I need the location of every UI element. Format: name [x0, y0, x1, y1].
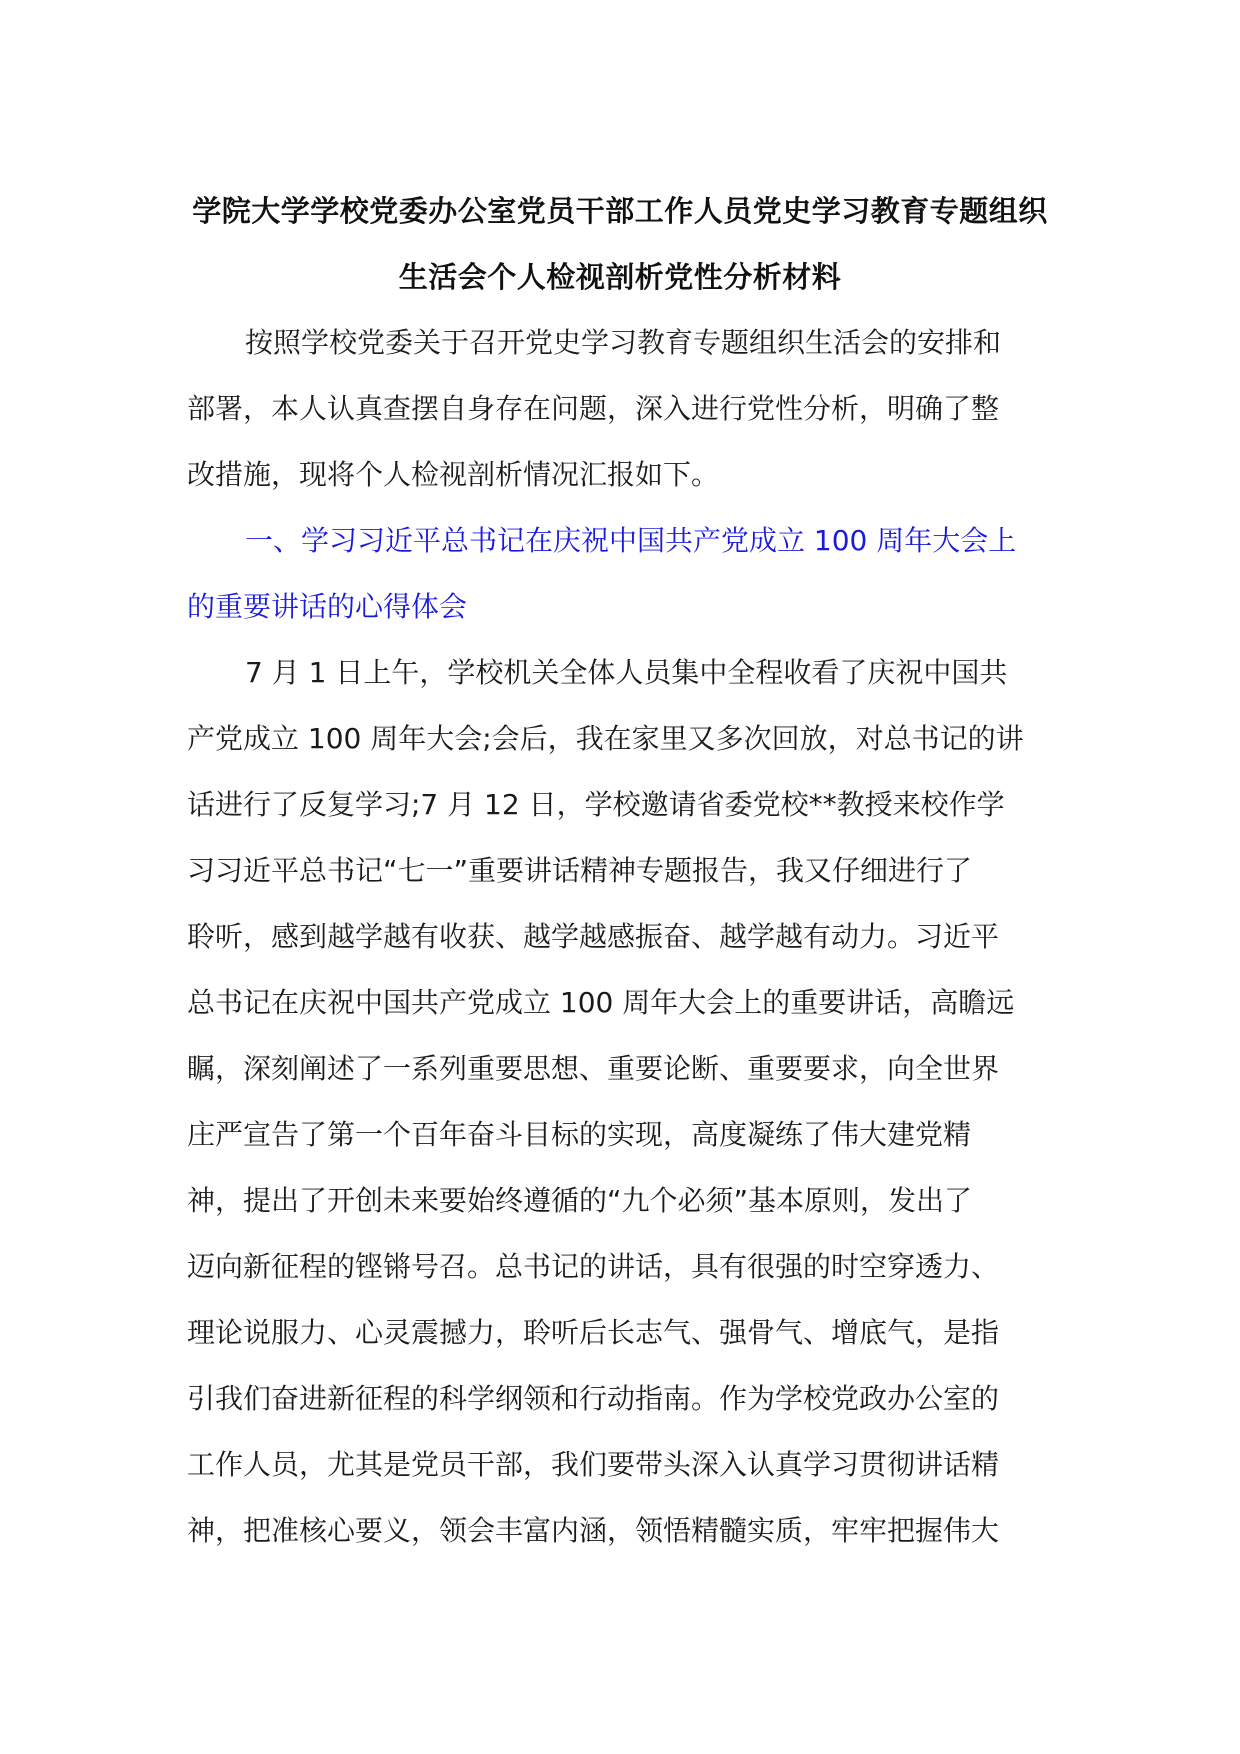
- title-line: 生活会个人检视剖析党性分析材料: [398, 260, 842, 294]
- body-paragraph: [187, 640, 1053, 1564]
- paragraph-line: 引我们奋进新征程的科学纲领和行动指南。作为学校党政办公室的: [187, 1382, 1000, 1415]
- document-title: [187, 178, 1053, 310]
- paragraph-line: 聆听，感到越学越有收获、越学越感振奋、越学越有动力。习近平: [187, 920, 1000, 953]
- heading-line: 一、学习习近平总书记在庆祝中国共产党成立 100 周年大会上: [245, 524, 1017, 557]
- paragraph-line: 部署，本人认真查摆自身存在问题，深入进行党性分析，明确了整: [187, 392, 1000, 425]
- document-content: [187, 178, 1053, 1564]
- title-line: 学院大学学校党委办公室党员干部工作人员党史学习教育专题组织: [192, 194, 1048, 228]
- paragraph-line: 理论说服力、心灵震撼力，聆听后长志气、强骨气、增底气，是指: [187, 1316, 1000, 1349]
- paragraph-line: 瞩，深刻阐述了一系列重要思想、重要论断、重要要求，向全世界: [187, 1052, 1000, 1085]
- paragraph-line: 话进行了反复学习;7 月 12 日，学校邀请省委党校**教授来校作学: [187, 788, 1005, 821]
- paragraph-line: 迈向新征程的铿锵号召。总书记的讲话，具有很强的时空穿透力、: [187, 1250, 1000, 1283]
- intro-paragraph: [187, 310, 1053, 508]
- paragraph-line: 工作人员，尤其是党员干部，我们要带头深入认真学习贯彻讲话精: [187, 1448, 1000, 1481]
- paragraph-line: 7 月 1 日上午，学校机关全体人员集中全程收看了庆祝中国共: [245, 656, 1008, 689]
- heading-line: 的重要讲话的心得体会: [187, 590, 468, 623]
- paragraph-line: 庄严宣告了第一个百年奋斗目标的实现，高度凝练了伟大建党精: [187, 1118, 972, 1151]
- paragraph-line: 总书记在庆祝中国共产党成立 100 周年大会上的重要讲话，高瞻远: [187, 986, 1015, 1019]
- paragraph-line: 习习近平总书记“七一”重要讲话精神专题报告，我又仔细进行了: [187, 854, 973, 887]
- paragraph-line: 神，提出了开创未来要始终遵循的“九个必须”基本原则，发出了: [187, 1184, 973, 1217]
- paragraph-line: 神，把准核心要义，领会丰富内涵，领悟精髓实质，牢牢把握伟大: [187, 1514, 1000, 1547]
- paragraph-line: 产党成立 100 周年大会;会后，我在家里又多次回放，对总书记的讲: [187, 722, 1024, 755]
- paragraph-line: 改措施，现将个人检视剖析情况汇报如下。: [187, 458, 720, 491]
- section-heading: [187, 508, 1053, 640]
- paragraph-line: 按照学校党委关于召开党史学习教育专题组织生活会的安排和: [245, 326, 1002, 359]
